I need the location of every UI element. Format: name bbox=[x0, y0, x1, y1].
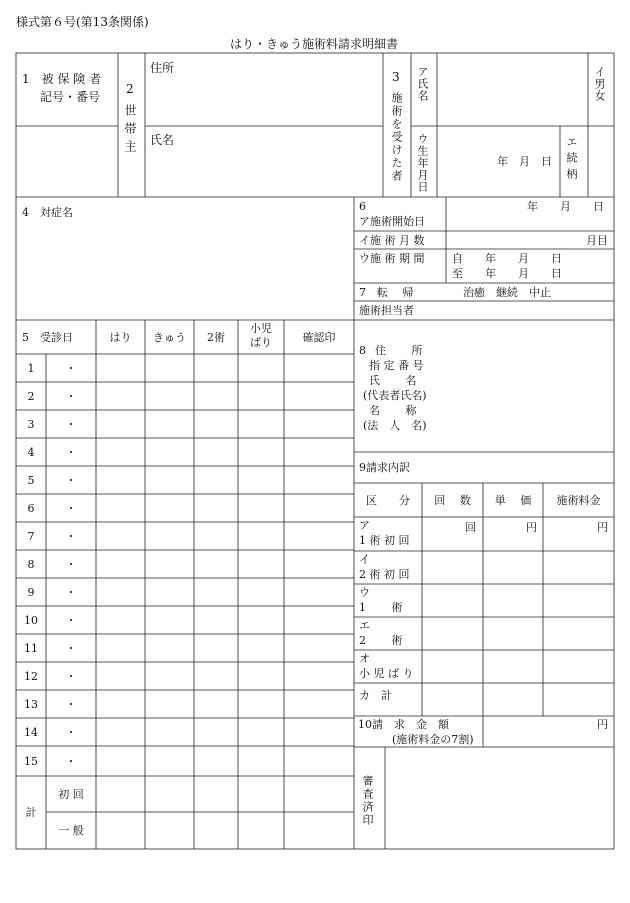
provider-corp-label: (法 人 名) bbox=[363, 419, 427, 432]
visit-row-dot: ・ bbox=[65, 726, 77, 739]
visit-total-general: 一 般 bbox=[58, 824, 84, 837]
outcome-values: 治癒 継続 中止 bbox=[463, 286, 551, 299]
billing-item-mark: ウ bbox=[359, 586, 370, 599]
visit-row-dot: ・ bbox=[65, 502, 77, 515]
visit-row-dot: ・ bbox=[65, 698, 77, 711]
diagnosis-label: 4 対症名 bbox=[22, 206, 73, 219]
period-from: 自 年 月 日 bbox=[452, 252, 562, 265]
practitioner-label: 施術担当者 bbox=[359, 304, 414, 317]
visit-row-number: 11 bbox=[24, 642, 38, 655]
billing-item-name: 1 術 初 回 bbox=[359, 534, 410, 547]
recipient-number: 3 bbox=[392, 70, 400, 84]
visit-header-hari: はり bbox=[109, 331, 132, 344]
visit-row-dot: ・ bbox=[65, 558, 77, 571]
insured-label: 1 被 保 険 者 bbox=[22, 72, 102, 86]
billing-item-name: 小 児 ば り bbox=[359, 667, 414, 680]
months-unit: 月目 bbox=[586, 234, 608, 247]
page-title: はり・きゅう施術料請求明細書 bbox=[230, 37, 399, 51]
treatment-number: 6 bbox=[359, 200, 366, 213]
period-label: ウ施 術 期 間 bbox=[359, 252, 425, 265]
visit-row-number: 15 bbox=[24, 755, 38, 768]
billing-unit-count: 回 bbox=[465, 521, 476, 534]
visit-header-kyu: きゅう bbox=[153, 331, 186, 344]
billing-item-mark: イ bbox=[359, 553, 370, 566]
provider-org-label: 名 称 bbox=[369, 404, 417, 417]
name-label: 氏名 bbox=[150, 133, 175, 147]
visit-row-number: 10 bbox=[24, 614, 38, 627]
outcome-label: 7 転 帰 bbox=[359, 286, 414, 299]
address-label: 住所 bbox=[150, 61, 175, 75]
provider-address-label: 住 所 bbox=[375, 344, 423, 357]
visit-row-number: 7 bbox=[27, 530, 35, 543]
householder-label: 世帯主 bbox=[123, 104, 137, 158]
visit-header-2jutsu: 2術 bbox=[207, 331, 225, 344]
provider-number: 8 bbox=[359, 344, 366, 357]
visit-total-first: 初 回 bbox=[58, 788, 84, 801]
billing-item-mark: エ bbox=[359, 619, 370, 632]
provider-name-label: 氏 名 bbox=[369, 374, 417, 387]
visit-row-number: 12 bbox=[24, 670, 38, 683]
visit-header-stamp: 確認印 bbox=[302, 331, 336, 344]
billing-item-name: 1 術 bbox=[359, 601, 403, 614]
visit-row-dot: ・ bbox=[65, 418, 77, 431]
claim-amount-label: 10請 求 金 額 bbox=[358, 718, 449, 731]
billing-total-label: カ 計 bbox=[359, 689, 392, 702]
claim-amount-unit: 円 bbox=[597, 718, 608, 731]
period-to: 至 年 月 日 bbox=[452, 267, 562, 280]
form-number: 様式第６号(第13条関係) bbox=[16, 15, 149, 29]
birth-ymd: 年 月 日 bbox=[497, 155, 552, 168]
start-date-ymd: 年 月 日 bbox=[527, 200, 604, 213]
billing-unit-price: 円 bbox=[526, 521, 537, 534]
visit-row-dot: ・ bbox=[65, 362, 77, 375]
start-date-label: ア施術開始日 bbox=[359, 215, 425, 228]
relation-label: エ続柄 bbox=[565, 136, 578, 184]
months-label: イ施 術 月 数 bbox=[359, 234, 425, 247]
visit-row-number: 8 bbox=[27, 558, 35, 571]
visit-total-label: 計 bbox=[25, 806, 37, 819]
visit-row-number: 9 bbox=[27, 586, 35, 599]
billing-header-unit-price: 単 価 bbox=[494, 494, 532, 507]
billing-item-name: 2 術 初 回 bbox=[359, 568, 410, 581]
visit-row-dot: ・ bbox=[65, 390, 77, 403]
visit-row-number: 14 bbox=[24, 726, 38, 739]
visit-row-number: 4 bbox=[27, 446, 35, 459]
billing-header-category: 区 分 bbox=[366, 494, 410, 507]
visit-row-dot: ・ bbox=[65, 614, 77, 627]
visit-row-number: 1 bbox=[27, 362, 35, 375]
visit-row-number: 13 bbox=[24, 698, 38, 711]
billing-unit-fee: 円 bbox=[597, 521, 608, 534]
review-stamp-label: 審査済印 bbox=[361, 775, 374, 827]
sex-label: イ男女 bbox=[593, 66, 606, 102]
visit-row-dot: ・ bbox=[65, 586, 77, 599]
visit-row-dot: ・ bbox=[65, 446, 77, 459]
billing-item-mark: オ bbox=[359, 652, 370, 665]
billing-item-name: 2 術 bbox=[359, 634, 403, 647]
visit-row-dot: ・ bbox=[65, 474, 77, 487]
visit-row-dot: ・ bbox=[65, 670, 77, 683]
recipient-label: 施術を受けた者 bbox=[390, 92, 403, 183]
visit-header-shoni: 小児ばり bbox=[250, 322, 272, 350]
billing-header-fee: 施術料金 bbox=[556, 494, 601, 507]
provider-license-label: 指 定 番 号 bbox=[369, 359, 424, 372]
visit-header-date: 5 受診日 bbox=[22, 331, 73, 344]
billing-header-count: 回 数 bbox=[434, 494, 471, 507]
visit-row-dot: ・ bbox=[65, 530, 77, 543]
billing-title: 9請求内訳 bbox=[359, 461, 410, 474]
visit-row-dot: ・ bbox=[65, 642, 77, 655]
recipient-name-label: ア氏名 bbox=[416, 66, 429, 102]
billing-item-mark: ア bbox=[359, 519, 370, 532]
visit-row-number: 2 bbox=[27, 390, 35, 403]
insured-number-label: 記号・番号 bbox=[40, 90, 101, 104]
visit-row-number: 6 bbox=[27, 502, 35, 515]
visit-row-number: 3 bbox=[27, 418, 35, 431]
visit-row-dot: ・ bbox=[65, 755, 77, 768]
provider-representative-label: (代表者氏名) bbox=[363, 389, 427, 402]
birth-label: ウ生年月日 bbox=[416, 133, 429, 193]
householder-number: 2 bbox=[126, 82, 134, 96]
visit-row-number: 5 bbox=[27, 474, 35, 487]
claim-amount-sub: (施術料金の7割) bbox=[392, 733, 474, 746]
